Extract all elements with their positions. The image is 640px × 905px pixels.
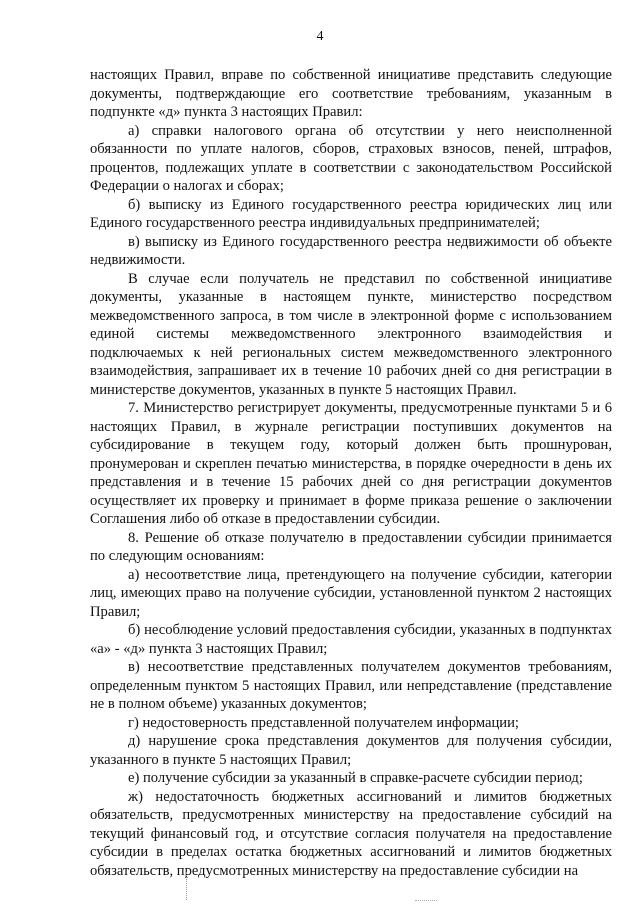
paragraph: в) выписку из Единого государственного реестра недвижимости об объекте недвижимости. bbox=[90, 233, 612, 268]
scan-mark bbox=[186, 872, 189, 900]
paragraph: е) получение субсидии за указанный в справке-расчете субсидии период; bbox=[128, 770, 583, 786]
paragraph: настоящих Правил, вправе по собственной инициативе представить следующие документы, подтверждающие его соответствие требованиям, указанным в подпункте «д» пункта 3 настоящих Правил: bbox=[90, 67, 612, 120]
paragraph: а) несоответствие лица, претендующего на получение субсидии, категории лиц, имеющих право на получение субсидии, установленной пунктом 2 настоящих Правил; bbox=[90, 566, 612, 620]
paragraph: В случае если получатель не представил по собственной инициативе документы, указанные в настоящем пункте, министерство посредством межведомственного запроса, в том числе в электронной форме с использованием единой системы межведомственного электронного взаимодействия и подключаемых к ней региональных систем межведомственного электронного взаимодействия, запрашивает их в течение 10 рабочих дней со дня регистрации в министерстве документов, указанных в пункте 5 настоящих Правил. bbox=[90, 270, 612, 398]
paragraph: 8. Решение об отказе получателю в предоставлении субсидии принимается по следующим основаниям: bbox=[90, 529, 612, 564]
paragraph: г) недостоверность представленной получателем информации; bbox=[128, 714, 519, 731]
paragraph: б) несоблюдение условий предоставления субсидии, указанных в подпунктах «а» - «д» пункта 3 настоящих Правил; bbox=[90, 622, 612, 657]
paragraph: а) справки налогового органа об отсутствии у него неисполненной обязанности по уплате налогов, сборов, страховых взносов, пеней, штрафов, процентов, подлежащих уплате в соответствии с законодательством Российской Федерации о налогах и сборах; bbox=[90, 122, 612, 194]
paragraph: 7. Министерство регистрирует документы, предусмотренные пунктами 5 и 6 настоящих Правил, в журнале регистрации поступивших документов на субсидирование в текущем году, который должен быть прошнурован, пронумерован и скреплен печатью министерства, в порядке очередности в день их представления и в течение 15 рабочих дней со дня регистрации документов осуществляет их проверку и принимает в форме приказа решение о заключении Соглашения либо об отказе в предоставлении субсидии. bbox=[90, 400, 612, 527]
paragraph: б) выписку из Единого государственного реестра юридических лиц или Единого государственного реестра индивидуальных предпринимателей; bbox=[90, 196, 612, 231]
page-number: 4 bbox=[316, 29, 324, 44]
paragraph: в) несоответствие представленных получателем документов требованиям, определенным пунктом 5 настоящих Правил, или непредставление (представление не в полном объеме) указанных документов; bbox=[90, 659, 612, 712]
scan-mark bbox=[415, 900, 437, 902]
paragraph: ж) недостаточность бюджетных ассигнований и лимитов бюджетных обязательств, предусмотренных министерству на предоставление субсидий на текущий финансовый год, и отсутствие согласия получателя на предоставление субсидии в пределах остатка бюджетных ассигнований и лимитов бюджетных обязательств, предусмотренных министерству на предоставление субсидии на bbox=[90, 788, 612, 879]
paragraph: д) нарушение срока представления документов для получения субсидии, указанного в пункте 5 настоящих Правил; bbox=[90, 733, 612, 768]
document-body bbox=[90, 66, 612, 880]
